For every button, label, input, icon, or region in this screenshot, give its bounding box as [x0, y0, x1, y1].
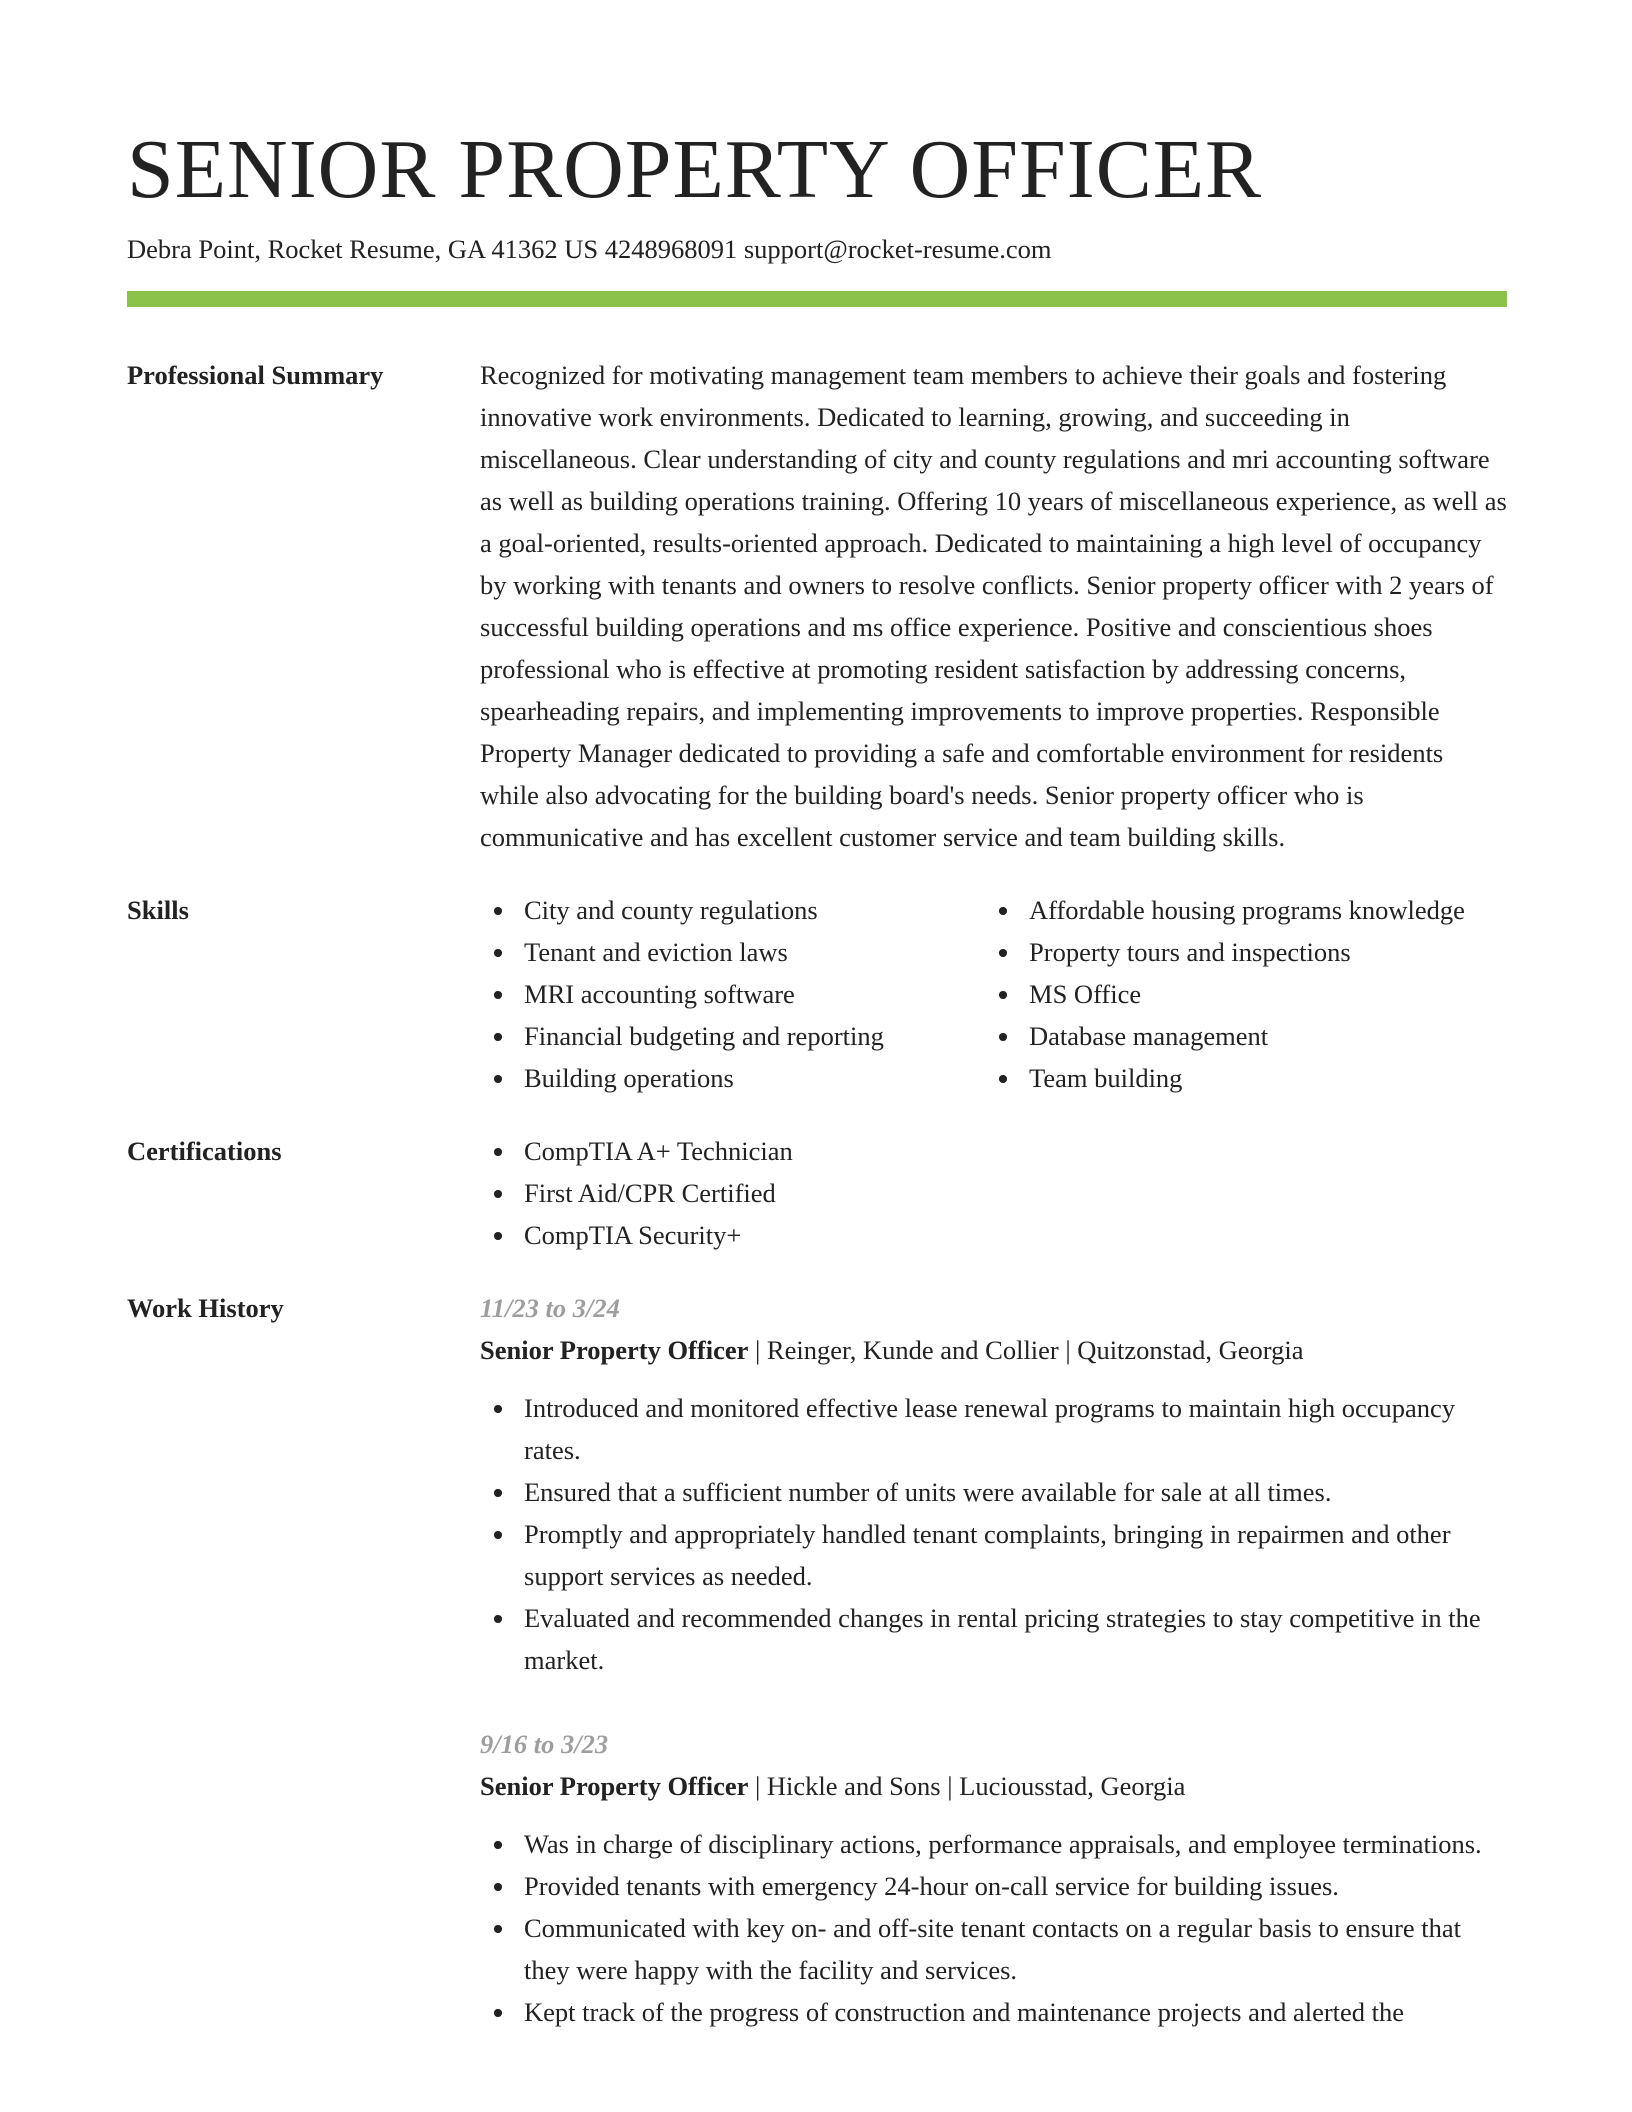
contact-line: Debra Point, Rocket Resume, GA 41362 US 4248968091 support@rocket-resume.com	[127, 234, 1052, 264]
certification-item: First Aid/CPR Certified	[480, 1172, 1507, 1214]
skill-item: MS Office	[985, 973, 1507, 1015]
skill-item: Property tours and inspections	[985, 931, 1507, 973]
skill-item: MRI accounting software	[480, 973, 985, 1015]
job-entry	[480, 1287, 1507, 1681]
job-bullet: Communicated with key on- and off-site tenant contacts on a regular basis to ensure that they were happy with the facility and services.	[480, 1907, 1507, 1991]
job-bullet: Introduced and monitored effective lease renewal programs to maintain high occupancy rates.	[480, 1387, 1507, 1471]
accent-divider	[127, 291, 1507, 307]
job-bullets	[480, 1387, 1507, 1681]
job-entry	[480, 1723, 1507, 2033]
resume-name: SENIOR PROPERTY OFFICER	[127, 123, 1263, 216]
job-title: Senior Property Officer	[480, 1771, 749, 1801]
job-title-line	[480, 1329, 1507, 1371]
job-title: Senior Property Officer	[480, 1335, 749, 1365]
skills-left-list	[480, 889, 985, 1099]
skills-section	[127, 892, 1507, 1099]
skill-item: Financial budgeting and reporting	[480, 1015, 985, 1057]
skill-item: Building operations	[480, 1057, 985, 1099]
summary-text: Recognized for motivating management team members to achieve their goals and fostering innovative work environments. Dedicated to learning, growing, and succeeding in miscellaneous. Clear understanding of city and county regulations and mri accounting software as well as building operations training. Offering 10 years of miscellaneous experience, as well as a goal-oriented, results-oriented approach. Dedicated to maintaining a high level of occupancy by working with tenants and owners to resolve conflicts. Senior property officer with 2 years of successful building operations and ms office experience. Positive and conscientious shoes professional who is effective at promoting resident satisfaction by addressing concerns, spearheading repairs, and implementing improvements to improve properties. Responsible Property Manager dedicated to providing a safe and comfortable environment for residents while also advocating for the building board's needs. Senior property officer who is communicative and has excellent customer service and team building skills.	[480, 360, 1507, 852]
resume-page	[127, 120, 1507, 2075]
certification-item: CompTIA Security+	[480, 1214, 1507, 1256]
job-bullet: Was in charge of disciplinary actions, performance appraisals, and employee terminations.	[480, 1823, 1507, 1865]
job-details: | Reinger, Kunde and Collier | Quitzonstad, Georgia	[748, 1335, 1304, 1365]
job-details: | Hickle and Sons | Luciousstad, Georgia	[748, 1771, 1186, 1801]
work-history-label: Work History	[127, 1293, 284, 1323]
job-title-line	[480, 1765, 1507, 1807]
certifications-section	[127, 1133, 1507, 1256]
job-bullet: Evaluated and recommended changes in rental pricing strategies to stay competitive in the market.	[480, 1597, 1507, 1681]
certifications-list	[480, 1130, 1507, 1256]
job-dates: 9/16 to 3/23	[480, 1729, 609, 1759]
skills-right-list	[985, 889, 1507, 1099]
job-bullet: Provided tenants with emergency 24-hour on-call service for building issues.	[480, 1865, 1507, 1907]
job-bullet: Promptly and appropriately handled tenant complaints, bringing in repairmen and other support services as needed.	[480, 1513, 1507, 1597]
work-history-section	[127, 1290, 1507, 2075]
summary-label: Professional Summary	[127, 360, 384, 390]
certification-item: CompTIA A+ Technician	[480, 1130, 1507, 1172]
skill-item: Database management	[985, 1015, 1507, 1057]
job-bullet: Ensured that a sufficient number of units were available for sale at all times.	[480, 1471, 1507, 1513]
skill-item: City and county regulations	[480, 889, 985, 931]
certifications-label: Certifications	[127, 1136, 282, 1166]
skills-label: Skills	[127, 895, 189, 925]
skill-item: Affordable housing programs knowledge	[985, 889, 1507, 931]
job-dates: 11/23 to 3/24	[480, 1293, 620, 1323]
summary-section	[127, 357, 1507, 858]
job-bullet: Kept track of the progress of construction and maintenance projects and alerted the	[480, 1991, 1507, 2033]
skill-item: Tenant and eviction laws	[480, 931, 985, 973]
job-bullets	[480, 1823, 1507, 2033]
skill-item: Team building	[985, 1057, 1507, 1099]
